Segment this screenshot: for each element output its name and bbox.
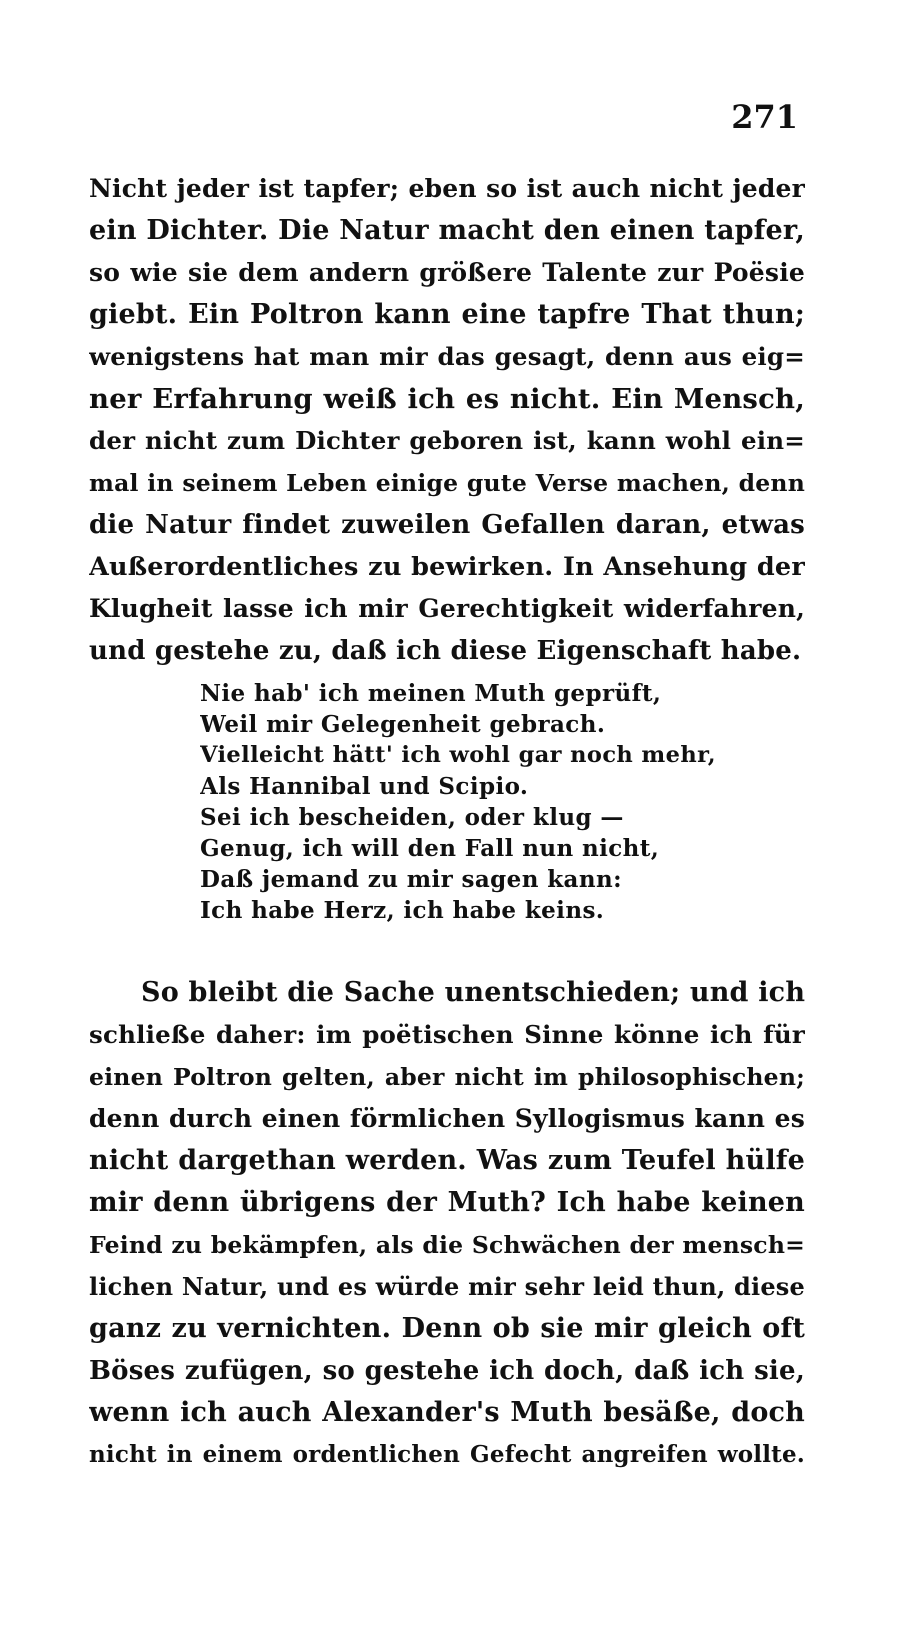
verse-line: Weil mir Gelegenheit gebrach.	[200, 711, 606, 738]
text-line: lichen Natur, und es würde mir sehr leid thun, diese	[89, 1272, 805, 1301]
text-line: Nicht jeder ist tapfer; eben so ist auch nicht jeder	[89, 174, 805, 203]
verse-line: Genug, ich will den Fall nun nicht,	[200, 835, 660, 862]
verse-line: Ich habe Herz, ich habe keins.	[200, 897, 605, 924]
verse-line: Nie hab' ich meinen Muth geprüft,	[200, 680, 662, 707]
text-line: und gestehe zu, daß ich diese Eigenschaft habe.	[89, 636, 802, 666]
text-line: denn durch einen förmlichen Syllogismus kann es	[89, 1104, 805, 1133]
paragraph-2	[89, 972, 805, 1476]
text-line: Böses zufügen, so gestehe ich doch, daß ich sie,	[89, 1356, 805, 1386]
text-line: ner Erfahrung weiß ich es nicht. Ein Mensch,	[89, 383, 805, 415]
text-line: mal in seinem Leben einige gute Verse machen, denn	[89, 469, 805, 497]
text-line: wenigstens hat man mir das gesagt, denn aus eig=	[89, 342, 805, 371]
text-line: der nicht zum Dichter geboren ist, kann wohl ein=	[89, 426, 805, 455]
verse-line: Vielleicht hätt' ich wohl gar noch mehr,	[200, 742, 716, 768]
text-line: ein Dichter. Die Natur macht den einen tapfer,	[89, 215, 805, 246]
verse-line: Sei ich bescheiden, oder klug —	[200, 804, 624, 831]
text-line: wenn ich auch Alexander's Muth besäße, doch	[89, 1397, 805, 1428]
text-line: mir denn übrigens der Muth? Ich habe keinen	[89, 1187, 805, 1218]
text-line: nicht dargethan werden. Was zum Teufel hülfe	[89, 1145, 805, 1176]
text-line: Klugheit lasse ich mir Gerechtigkeit widerfahren,	[89, 594, 805, 623]
text-line: die Natur findet zuweilen Gefallen daran, etwas	[89, 510, 805, 540]
text-line: giebt. Ein Poltron kann eine tapfre That thun;	[89, 299, 805, 330]
text-line: Außerordentliches zu bewirken. In Ansehung der	[89, 552, 805, 582]
text-line: ganz zu vernichten. Denn ob sie mir gleich oft	[89, 1313, 805, 1344]
text-line: einen Poltron gelten, aber nicht im philosophischen;	[89, 1063, 805, 1091]
verse-line: Daß jemand zu mir sagen kann:	[200, 866, 622, 893]
text-line: Feind zu bekämpfen, als die Schwächen der mensch=	[89, 1231, 805, 1259]
page-number: 271	[731, 98, 798, 136]
text-line: So bleibt die Sache unentschieden; und ich	[141, 977, 805, 1008]
verse-line: Als Hannibal und Scipio.	[200, 773, 529, 800]
text-line: schließe daher: im poëtischen Sinne könne ich für	[89, 1020, 805, 1049]
text-line: nicht in einem ordentlichen Gefecht angreifen wollte.	[89, 1441, 805, 1468]
verse-block	[200, 678, 720, 926]
text-line: so wie sie dem andern größere Talente zur Poësie	[89, 258, 805, 287]
paragraph-1	[89, 168, 805, 672]
